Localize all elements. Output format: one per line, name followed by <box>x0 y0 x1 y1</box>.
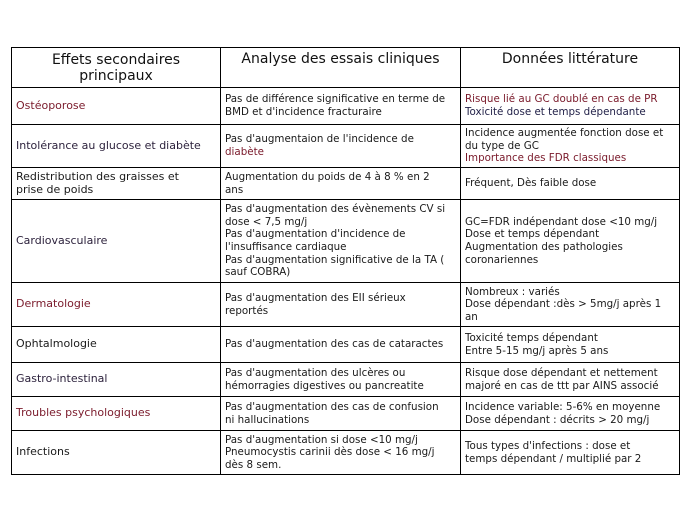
litterature-cell <box>461 88 680 125</box>
essais-line: Pas d'augmentaion de l'incidence de <box>225 133 414 146</box>
litterature-line: Risque lié au GC doublé en cas de PR <box>465 93 658 106</box>
side-effects-table <box>11 47 680 475</box>
effect-cell: Gastro-intestinal <box>12 363 221 397</box>
essais-line: Pneumocystis carinii dès dose < 16 mg/j <box>225 446 435 459</box>
litterature-line: Entre 5-15 mg/j après 5 ans <box>465 344 609 357</box>
essais-cell <box>221 125 461 168</box>
litterature-line: Augmentation des pathologies <box>465 241 623 253</box>
litterature-line: Incidence augmentée fonction dose et <box>465 127 664 140</box>
table-header-row <box>12 48 680 88</box>
effect-cell: Dermatologie <box>12 283 221 327</box>
litterature-line: coronariennes <box>465 253 539 266</box>
essais-line: l'insuffisance cardiaque <box>225 241 347 253</box>
litterature-line: Importance des FDR classiques <box>465 152 627 165</box>
litterature-line: Incidence variable: 5-6% en moyenne <box>465 400 661 413</box>
litterature-line: Toxicité dose et temps dépendante <box>465 106 646 118</box>
litterature-cell <box>461 200 680 283</box>
effect-cell <box>12 168 221 200</box>
table-row <box>12 283 680 327</box>
table-row <box>12 200 680 283</box>
essais-line: Augmentation du poids de 4 à 8 % en 2 <box>225 170 430 183</box>
header-effets-line2: principaux <box>79 67 153 84</box>
essais-line: reportés <box>225 304 269 317</box>
table-row <box>12 431 680 475</box>
litterature-line: Toxicité temps dépendant <box>465 331 598 344</box>
effect-cell: Ophtalmologie <box>12 327 221 363</box>
litterature-line: Risque dose dépendant et nettement <box>465 366 658 379</box>
essais-line: Pas d'augmentation des ulcères ou <box>225 366 406 379</box>
litterature-line: Nombreux : variés <box>465 285 560 298</box>
essais-line: Pas d'augmentation significative de la TA ( <box>225 253 445 266</box>
essais-line: ans <box>225 183 244 196</box>
effect-cell: Ostéoporose <box>12 88 221 125</box>
header-essais: Analyse des essais cliniques <box>221 48 461 88</box>
essais-line: hémorragies digestives ou pancreatite <box>225 379 424 392</box>
essais-cell <box>221 88 461 125</box>
litterature-cell <box>461 125 680 168</box>
essais-line: ni hallucinations <box>225 413 310 426</box>
header-effets <box>12 48 221 88</box>
essais-cell <box>221 168 461 200</box>
effect-cell: Cardiovasculaire <box>12 200 221 283</box>
litterature-cell <box>461 431 680 475</box>
litterature-line: Tous types d'infections : dose et <box>465 439 631 452</box>
essais-line: dès 8 sem. <box>225 458 282 471</box>
effect-cell: Troubles psychologiques <box>12 397 221 431</box>
essais-line: Pas d'augmentation des évènements CV si <box>225 203 446 216</box>
essais-cell <box>221 327 461 363</box>
litterature-line: majoré en cas de ttt par AINS associé <box>465 379 659 392</box>
litterature-line: temps dépendant / multiplié par 2 <box>465 452 642 465</box>
litterature-line: an <box>465 310 478 323</box>
litterature-line: GC=FDR indépendant dose <10 mg/j <box>465 215 658 228</box>
essais-line: Pas d'augmentation des EII sérieux <box>225 291 406 304</box>
litterature-line: Dose dépendant : décrits > 20 mg/j <box>465 413 650 426</box>
header-litterature: Données littérature <box>461 48 680 88</box>
essais-line: dose < 7,5 mg/j <box>225 215 308 228</box>
litterature-line: Dose dépendant :dès > 5mg/j après 1 <box>465 298 662 311</box>
table-row <box>12 327 680 363</box>
essais-line: Pas de différence significative en terme de <box>225 93 446 106</box>
table-row <box>12 168 680 200</box>
litterature-cell <box>461 283 680 327</box>
effect-cell: Infections <box>12 431 221 475</box>
litterature-line: Fréquent, Dès faible dose <box>465 177 597 190</box>
litterature-cell <box>461 397 680 431</box>
litterature-line: Dose et temps dépendant <box>465 228 600 241</box>
essais-line: Pas d'augmentation si dose <10 mg/j <box>225 433 418 446</box>
essais-cell <box>221 200 461 283</box>
essais-cell <box>221 431 461 475</box>
essais-line: Pas d'augmentation d'incidence de <box>225 228 406 241</box>
table-row <box>12 397 680 431</box>
effect-cell: Intolérance au glucose et diabète <box>12 125 221 168</box>
essais-cell <box>221 397 461 431</box>
essais-cell <box>221 363 461 397</box>
table-row <box>12 363 680 397</box>
essais-line: sauf COBRA) <box>225 266 291 279</box>
effect-line: Redistribution des graisses et <box>16 169 179 183</box>
header-effets-line1: Effets secondaires <box>51 51 181 68</box>
essais-line: BMD et d'incidence fracturaire <box>225 106 382 118</box>
essais-line: Pas d'augmentation des cas de confusion <box>225 400 439 413</box>
litterature-cell <box>461 327 680 363</box>
litterature-cell <box>461 363 680 397</box>
table-row <box>12 88 680 125</box>
litterature-line: du type de GC <box>465 139 539 152</box>
litterature-cell <box>461 168 680 200</box>
effect-line: prise de poids <box>16 182 94 196</box>
essais-line: Pas d'augmentation des cas de cataractes <box>225 338 444 351</box>
essais-cell <box>221 283 461 327</box>
essais-line: diabète <box>225 146 264 158</box>
table-row <box>12 125 680 168</box>
